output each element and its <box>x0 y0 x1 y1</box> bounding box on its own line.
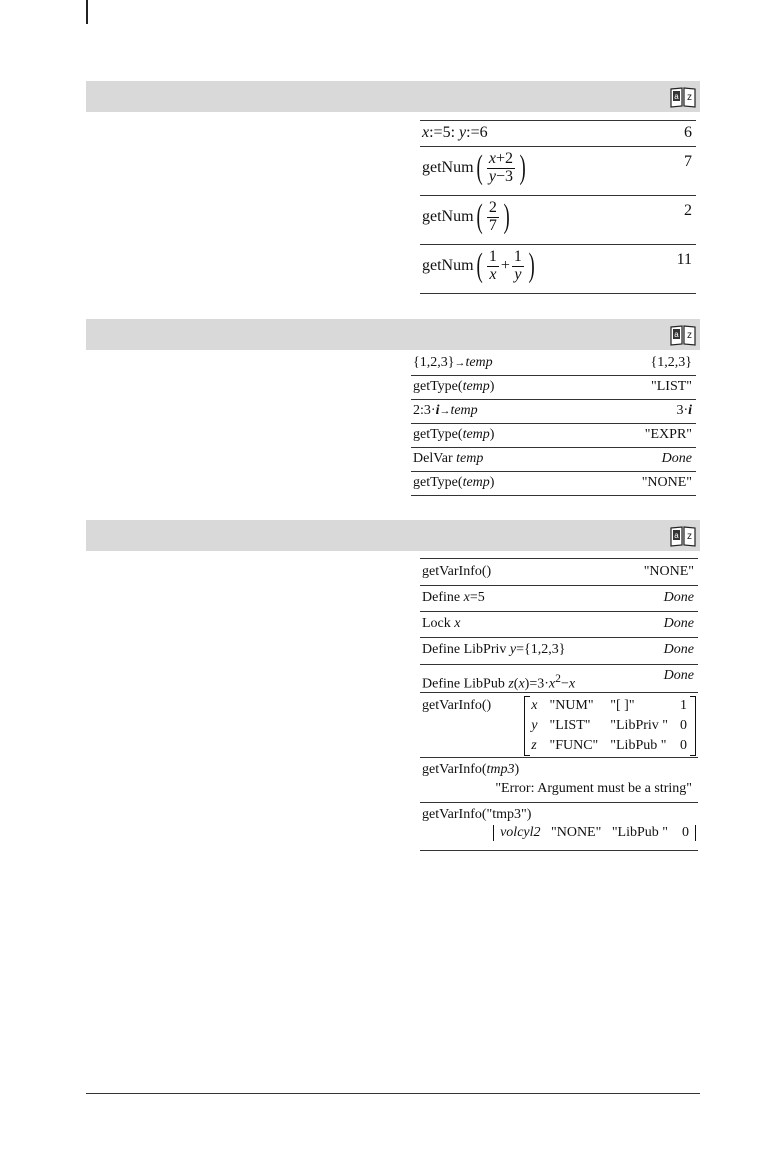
matrix-row: x "NUM" "[ ]" 1 <box>531 698 687 713</box>
row-output: "LIST" <box>651 379 692 394</box>
matrix-row: z "FUNC" "LibPub " 0 <box>531 738 687 753</box>
example-row: 2:3·i→temp 3·i <box>411 400 696 424</box>
getnum-examples <box>420 120 696 294</box>
section-header-getnum <box>86 81 700 112</box>
gettype-examples <box>411 352 696 496</box>
footer-rule <box>86 1093 700 1094</box>
svg-text:a: a <box>674 330 679 339</box>
row-output: Done <box>663 668 694 683</box>
row-output: 7 <box>684 153 692 170</box>
example-row: getVarInfo("tmp3") volcyl2 "NONE" "LibPub " 0 <box>420 803 698 851</box>
row-output: 11 <box>676 251 692 268</box>
example-row: Define x=5 Done <box>420 586 698 612</box>
example-row: getType(temp) "LIST" <box>411 376 696 400</box>
example-row: x:=5: y:=6 6 <box>420 120 696 147</box>
row-output: Done <box>663 590 694 605</box>
page-corner-mark <box>86 0 88 24</box>
catalog-book-icon <box>670 86 696 108</box>
example-row: getVarInfo() "NONE" <box>420 559 698 586</box>
svg-text:a: a <box>674 92 679 101</box>
example-row: getType(temp) "EXPR" <box>411 424 696 448</box>
row-output: "NONE" <box>641 475 692 490</box>
row-output: {1,2,3} <box>650 355 692 370</box>
example-row: DelVar temp Done <box>411 448 696 472</box>
row-output: "EXPR" <box>644 427 692 442</box>
row-output: Done <box>663 642 694 657</box>
getvarinfo-examples <box>420 558 698 851</box>
row-output: 6 <box>684 124 692 141</box>
svg-text:z: z <box>687 330 692 341</box>
example-row: Lock x Done <box>420 612 698 638</box>
example-row: Define LibPriv y={1,2,3} Done <box>420 638 698 665</box>
result-vector: volcyl2 "NONE" "LibPub " 0 <box>493 825 696 841</box>
svg-text:z: z <box>687 531 692 542</box>
matrix-row: y "LIST" "LibPriv " 0 <box>531 718 687 733</box>
row-output: 3·i <box>676 403 692 418</box>
catalog-book-icon <box>670 525 696 547</box>
section-header-gettype <box>86 319 700 350</box>
row-output: 2 <box>684 202 692 219</box>
example-row: getType(temp) "NONE" <box>411 472 696 496</box>
error-output: "Error: Argument must be a string" <box>495 781 692 796</box>
svg-text:z: z <box>687 92 692 103</box>
row-output: "NONE" <box>643 564 694 579</box>
example-row: getNum( $\frac{1}{x}$ + $\frac{1}{y}$ ) 11 <box>420 245 696 294</box>
example-row: getVarInfo(tmp3) "Error: Argument must be a string" <box>420 758 698 803</box>
example-row: getNum( $\frac{2}{7}$ ) 2 <box>420 196 696 245</box>
example-row: getNum( $\frac{x+2}{y-3}$ ) 7 <box>420 147 696 196</box>
example-row: getVarInfo() x "NUM" "[ ]" 1 y "LIST" "LibPriv " 0 z "FUNC" "LibPub " 0 <box>420 693 698 758</box>
example-row: Define LibPub $z(x)=3\cdot x^2-x$ Done <box>420 665 698 693</box>
row-output: Done <box>661 451 692 466</box>
result-matrix <box>524 696 696 756</box>
section-header-getvarinfo <box>86 520 700 551</box>
row-output: Done <box>663 616 694 631</box>
example-row: {1,2,3}→temp {1,2,3} <box>411 352 696 376</box>
svg-text:a: a <box>674 531 679 540</box>
catalog-book-icon <box>670 324 696 346</box>
